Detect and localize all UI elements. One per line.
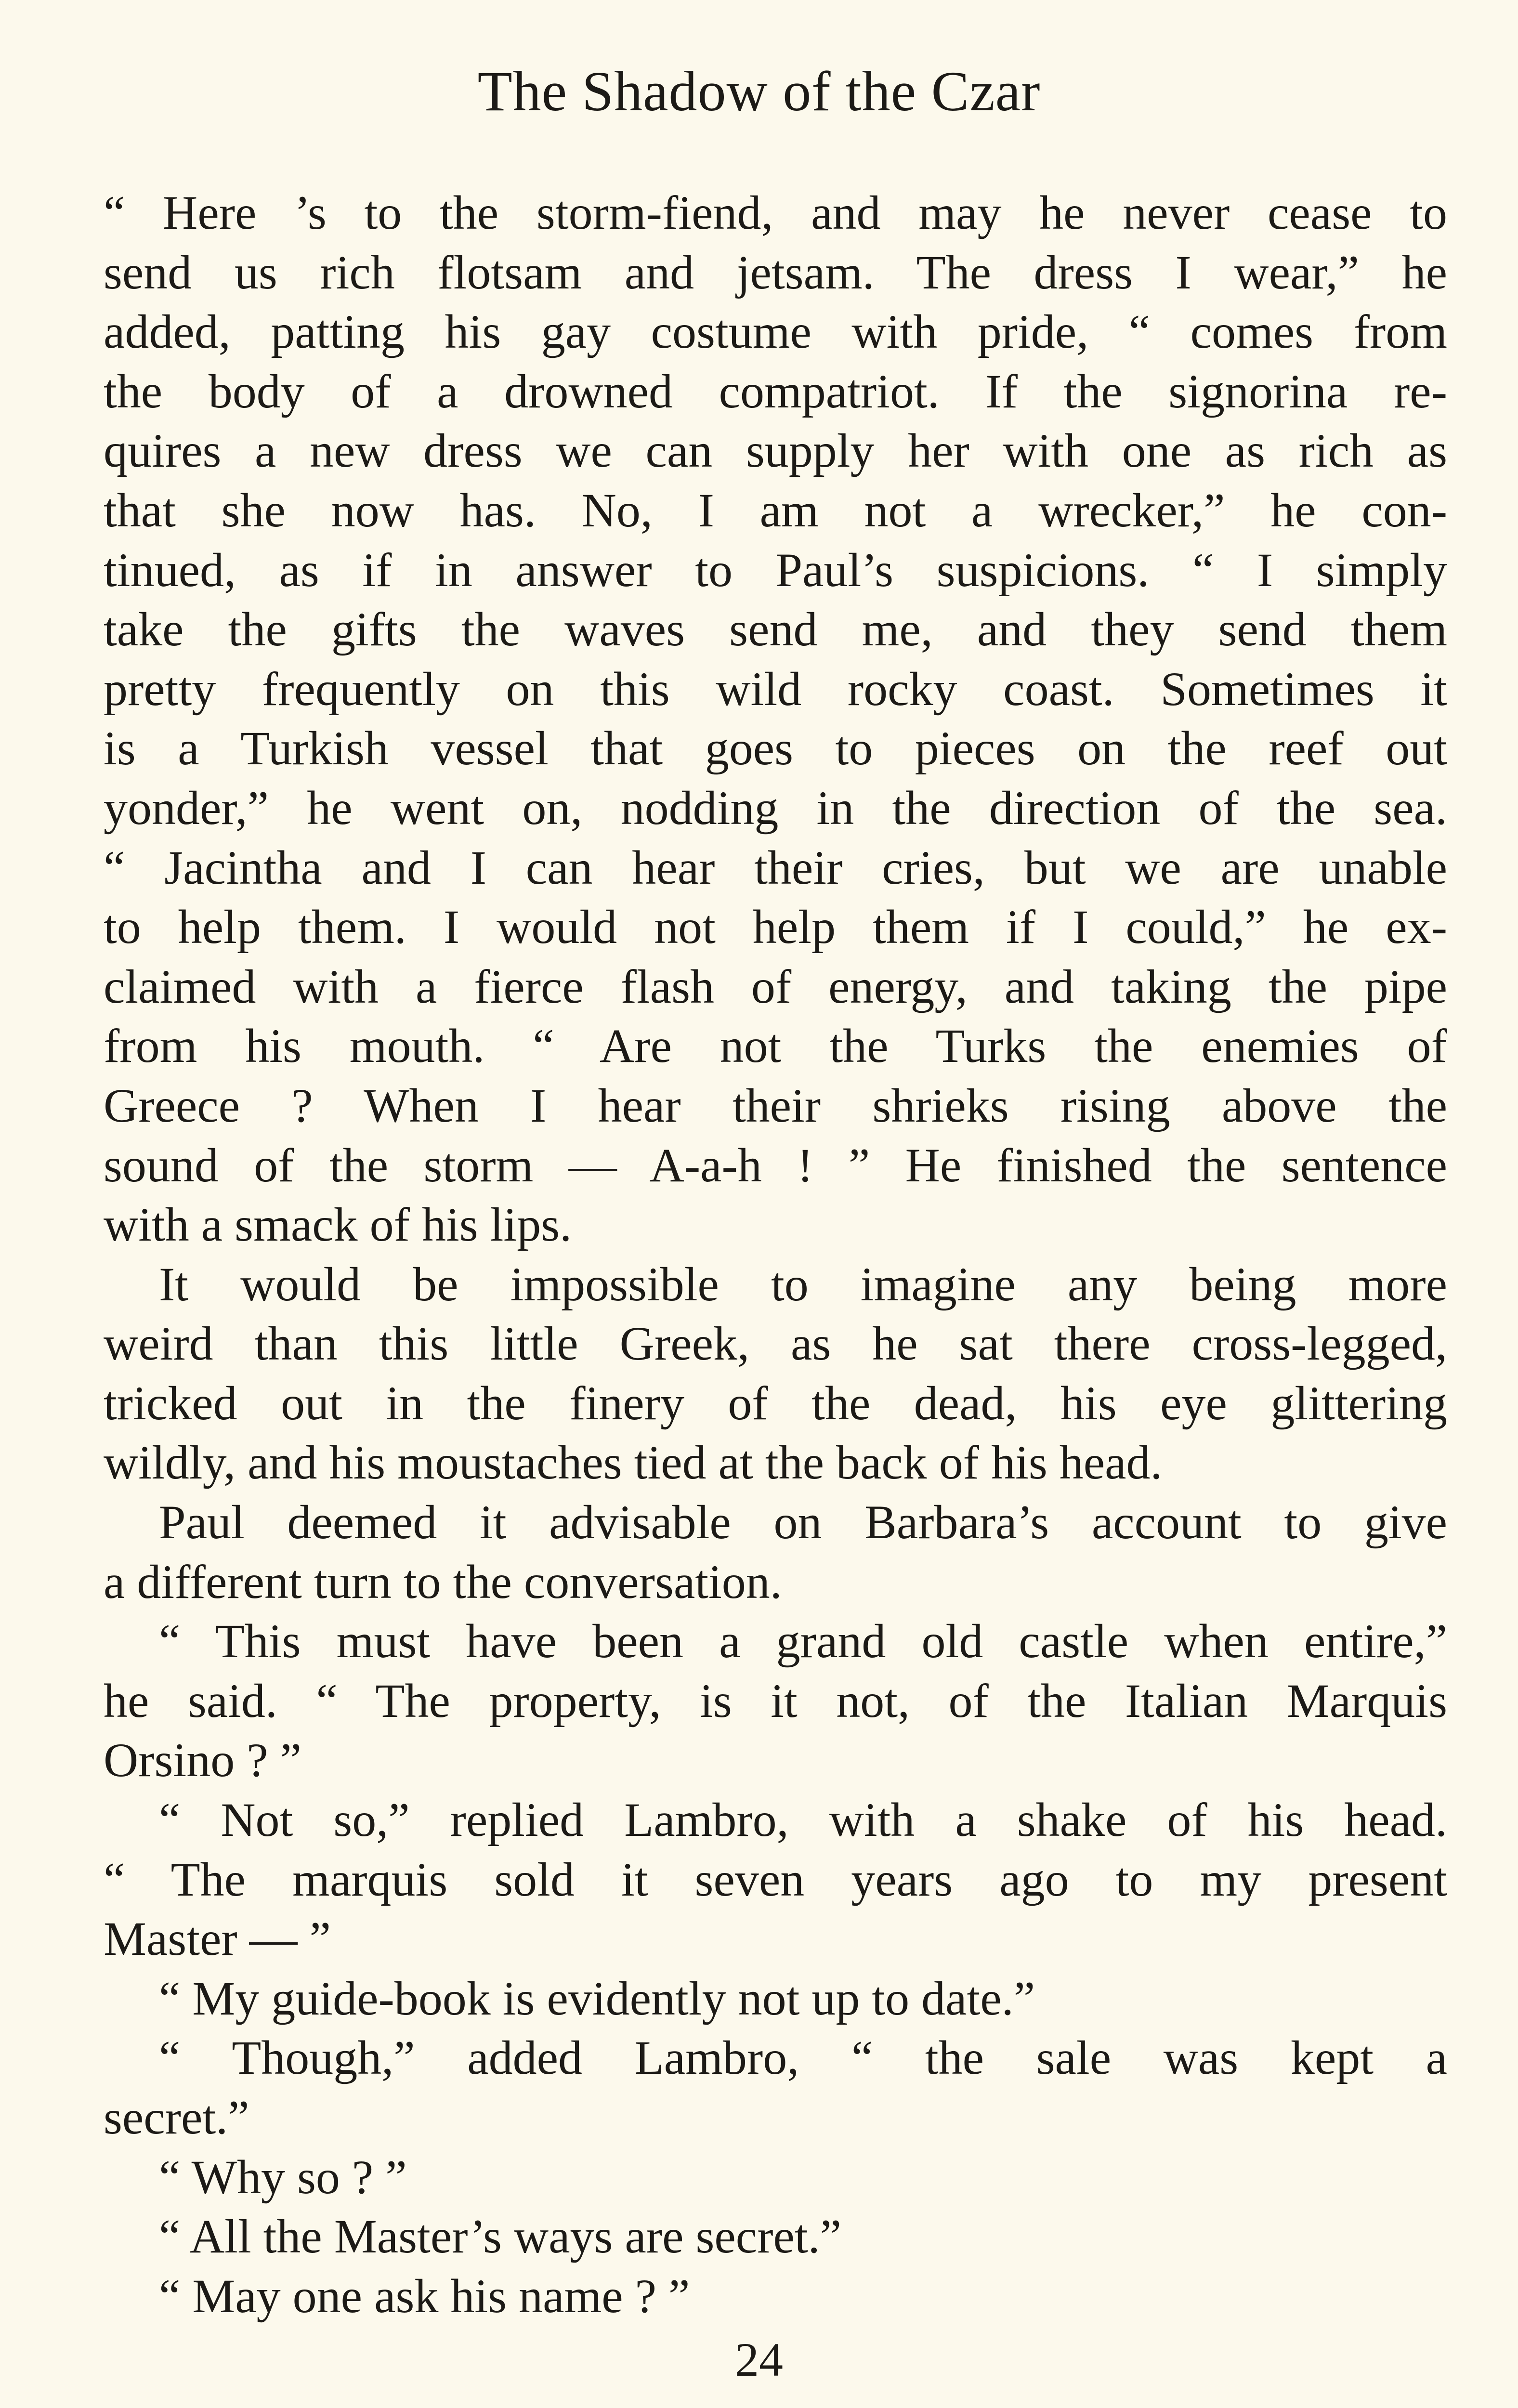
text-line: send us rich flotsam and jetsam. The dress I wear,” he	[104, 245, 1447, 299]
text-line: sound of the storm — A-a-h ! ” He finished the sentence	[104, 1138, 1447, 1192]
body-text	[104, 183, 1447, 2326]
text-line: he said. “ The property, is it not, of the Italian Marquis	[104, 1674, 1447, 1727]
text-line: Orsino ? ”	[104, 1733, 301, 1787]
text-line: is a Turkish vessel that goes to pieces on the reef out	[104, 721, 1447, 775]
text-line: secret.”	[104, 2091, 249, 2144]
text-line: “ All the Master’s ways are secret.”	[159, 2210, 842, 2264]
text-line: a different turn to the conversation.	[104, 1555, 782, 1609]
text-line: tinued, as if in answer to Paul’s suspicions. “ I simply	[104, 543, 1447, 597]
text-line: added, patting his gay costume with pride, “ comes from	[104, 305, 1447, 359]
text-line: “ Jacintha and I can hear their cries, but we are unable	[104, 840, 1447, 894]
text-line: with a smack of his lips.	[104, 1198, 572, 1252]
text-line: quires a new dress we can supply her with one as rich as	[104, 424, 1447, 478]
text-line: to help them. I would not help them if I could,” he ex-	[104, 900, 1447, 954]
text-line: the body of a drowned compatriot. If the signorina re-	[104, 364, 1447, 418]
text-line: tricked out in the finery of the dead, his eye glittering	[104, 1376, 1447, 1430]
text-line: It would be impossible to imagine any being more	[159, 1257, 1447, 1311]
text-line: “ The marquis sold it seven years ago to my present	[104, 1852, 1447, 1906]
text-line: wildly, and his moustaches tied at the back of his head.	[104, 1436, 1163, 1490]
running-head: The Shadow of the Czar	[477, 60, 1041, 123]
text-line: Master — ”	[104, 1912, 331, 1966]
text-line: “ Here ’s to the storm-fiend, and may he never cease to	[104, 186, 1447, 239]
text-line: “ This must have been a grand old castle when entire,”	[159, 1614, 1447, 1668]
text-line: yonder,” he went on, nodding in the direction of the sea.	[104, 781, 1447, 835]
text-line: “ Though,” added Lambro, “ the sale was kept a	[159, 2031, 1447, 2085]
text-line: “ Not so,” replied Lambro, with a shake of his head.	[159, 1793, 1447, 1847]
text-line: pretty frequently on this wild rocky coast. Sometimes it	[104, 662, 1447, 716]
text-line: from his mouth. “ Are not the Turks the enemies of	[104, 1019, 1447, 1073]
text-line: “ Why so ? ”	[159, 2150, 407, 2204]
text-line: take the gifts the waves send me, and they send them	[104, 602, 1447, 656]
text-line: weird than this little Greek, as he sat there cross-legged,	[104, 1317, 1447, 1371]
text-line: Paul deemed it advisable on Barbara’s account to give	[159, 1495, 1447, 1549]
text-line: “ My guide-book is evidently not up to date.”	[159, 1971, 1035, 2025]
text-line: “ May one ask his name ? ”	[159, 2269, 690, 2323]
text-line: Greece ? When I hear their shrieks rising above the	[104, 1078, 1447, 1132]
text-line: claimed with a fierce flash of energy, and taking the pipe	[104, 959, 1447, 1013]
text-line: that she now has. No, I am not a wrecker,” he con-	[104, 483, 1447, 537]
page-number: 24	[735, 2333, 783, 2386]
